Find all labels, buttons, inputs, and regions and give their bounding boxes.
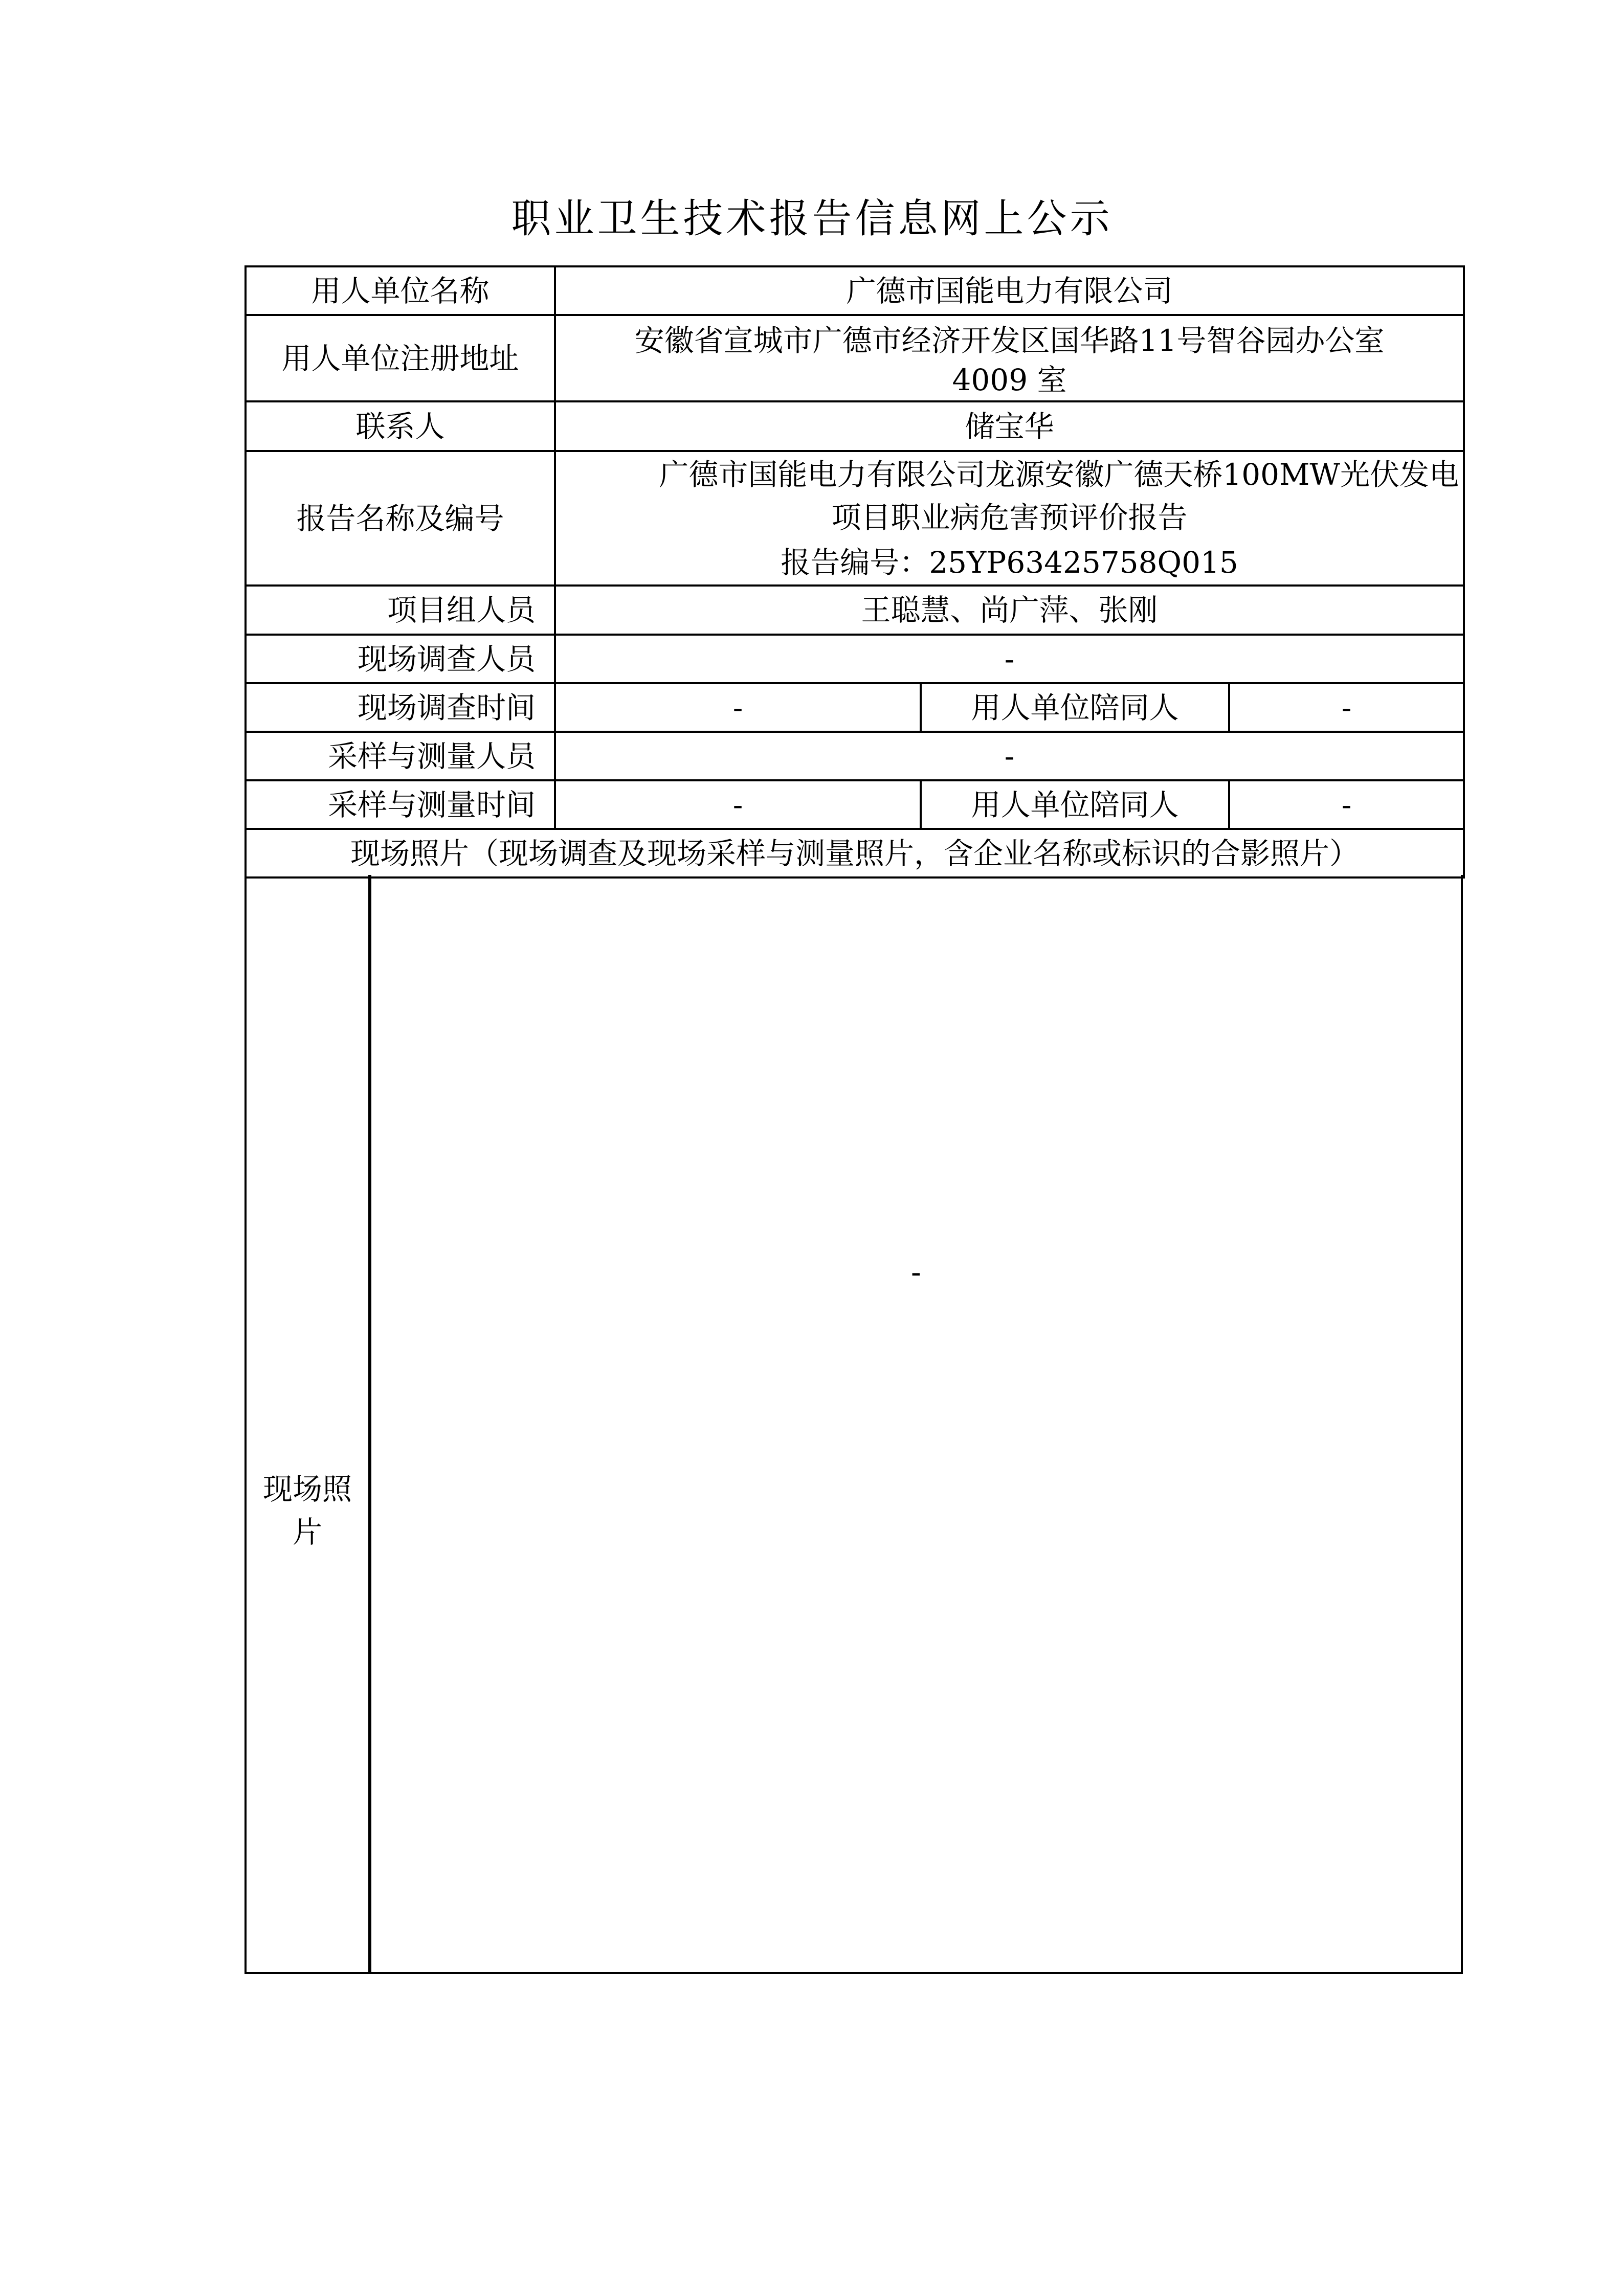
contact-value: 储宝华 [555,401,1464,451]
report-name-line2: 项目职业病危害预评价报告 [831,500,1188,535]
survey-staff-value: - [555,635,1464,683]
row-employer-address [246,315,1464,401]
photos-label: 现场照片 [262,1471,352,1549]
employer-address-value [555,315,1464,401]
sampling-companion-label: 用人单位陪同人 [921,780,1229,829]
row-report [246,451,1464,586]
report-number: 报告编号：25YP63425758Q015 [781,545,1238,580]
employer-name-label: 用人单位名称 [246,266,555,315]
survey-companion-value: - [1229,683,1464,732]
row-project-team [246,586,1464,635]
row-survey-time [246,683,1464,732]
sampling-companion-value: - [1229,780,1464,829]
row-photos-header [246,829,1464,877]
row-contact [246,401,1464,451]
photos-label-cell [247,875,371,1972]
report-name-line1: 广德市国能电力有限公司龙源安徽广德天桥100MW光伏发电 [659,457,1459,492]
employer-address-line2: 4009 室 [952,362,1067,397]
row-employer-name [246,266,1464,315]
report-value [555,451,1464,586]
row-survey-staff [246,635,1464,683]
report-label: 报告名称及编号 [246,451,555,586]
survey-time-value: - [555,683,921,732]
employer-name-value: 广德市国能电力有限公司 [555,266,1464,315]
sampling-staff-label: 采样与测量人员 [246,732,555,780]
sampling-time-label: 采样与测量时间 [246,780,555,829]
row-sampling-staff [246,732,1464,780]
row-sampling-time [246,780,1464,829]
survey-staff-label: 现场调查人员 [246,635,555,683]
contact-label: 联系人 [246,401,555,451]
info-table [244,265,1465,879]
project-team-label: 项目组人员 [246,586,555,635]
photos-content-placeholder: - [911,1255,921,1290]
project-team-value: 王聪慧、尚广萍、张刚 [555,586,1464,635]
photos-header: 现场照片（现场调查及现场采样与测量照片，含企业名称或标识的合影照片） [246,829,1464,877]
survey-time-label: 现场调查时间 [246,683,555,732]
photos-content-area [371,875,1461,1972]
survey-companion-label: 用人单位陪同人 [921,683,1229,732]
sampling-staff-value: - [555,732,1464,780]
sampling-time-value: - [555,780,921,829]
employer-address-label: 用人单位注册地址 [246,315,555,401]
employer-address-line1: 安徽省宣城市广德市经济开发区国华路11号智谷园办公室 [634,323,1385,358]
page-title: 职业卫生技术报告信息网上公示 [511,196,1113,242]
photos-section [244,875,1463,1974]
